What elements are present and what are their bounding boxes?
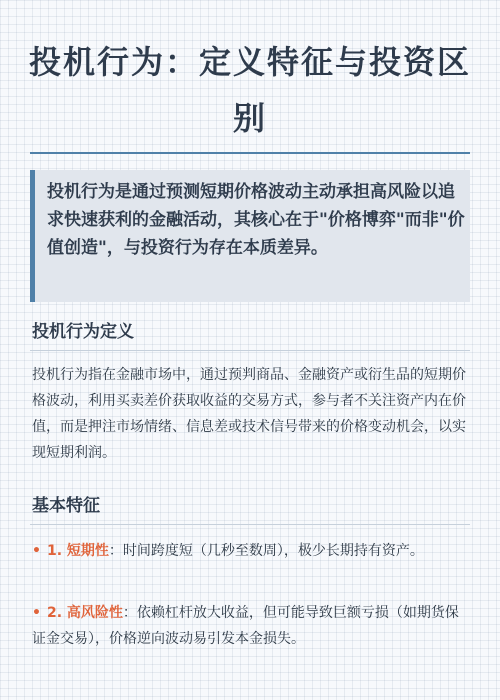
- feature-text: 时间跨度短（几秒至数周），极少长期持有资产。: [122, 543, 424, 559]
- feature-label: 2. 高风险性: [46, 605, 123, 621]
- summary-callout: [30, 170, 470, 302]
- page-title: 投机行为：定义特征与投资区别: [28, 43, 471, 137]
- title-divider: [30, 152, 470, 154]
- feature-separator: ：: [108, 543, 123, 559]
- list-item: [32, 538, 472, 564]
- list-item: [32, 600, 472, 652]
- bullet-icon: •: [32, 543, 41, 559]
- features-divider: [30, 524, 470, 525]
- features-heading: 基本特征: [32, 496, 100, 516]
- definition-heading: 投机行为定义: [32, 322, 134, 342]
- bullet-icon: •: [32, 605, 41, 621]
- feature-separator: ：: [122, 605, 137, 621]
- summary-text: 投机行为是通过预测短期价格波动主动承担高风险以追求快速获利的金融活动，其核心在于"价格博弈"而非"价值创造"，与投资行为存在本质差异。: [47, 182, 465, 258]
- feature-label: 1. 短期性: [46, 543, 109, 559]
- definition-divider: [30, 350, 470, 351]
- definition-body: 投机行为指在金融市场中，通过预判商品、金融资产或衍生品的短期价格波动，利用买卖差价获取收益的交易方式，参与者不关注资产内在价值，而是押注市场情绪、信息差或技术信号带来的价格变动机会，以实现短期利润。: [32, 367, 466, 461]
- feature-text: 依赖杠杆放大收益，但可能导致巨额亏损（如期货保证金交易），价格逆向波动易引发本金损失。: [32, 605, 459, 647]
